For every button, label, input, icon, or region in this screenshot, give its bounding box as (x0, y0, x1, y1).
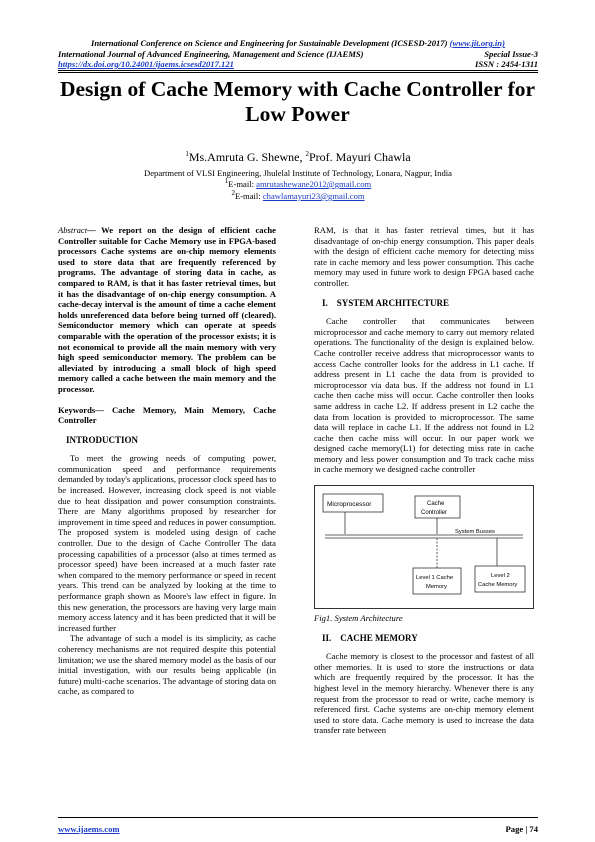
footer-rule (58, 817, 538, 818)
page-number: Page | 74 (505, 824, 538, 834)
email-1-line: $^1$E-mail: amrutashewane2012@gmail.com (224, 177, 372, 189)
conference-link[interactable]: (www.jit.org.in) (449, 38, 505, 48)
abstract-body: We report on the design of efficient cache Controller suitable for Cache Memory use in FPGA-based processors Cache systems are on-chip memory elements used to store data that are frequently referenced by programs. The advantage of storing data in cache, as compared to RAM, is that it has faster retrieval times, but it has the disadvantage of on-chip energy consumption. A cache-decay interval is the amount of time a cache element holds unreferenced data before being turned off (cleared). Semiconductor memory which can operate at speeds comparable with the operation of the processor exists; it is not economical to provide all the main memory with very high speed semiconductor memory. The problem can be alleviated by introducing a small block of high speed memory called a cache between the main memory and the processor. (58, 225, 276, 394)
cache-memory-heading: II. CACHE MEMORY (322, 632, 418, 643)
paper-title: Design of Cache Memory with Cache Controller for Low Power (59, 77, 536, 126)
journal-name: International Journal of Advanced Engineering, Management and Science (IJAEMS) (58, 49, 364, 59)
special-issue: Special Issue-3 (484, 49, 538, 59)
intro-heading: INTRODUCTION (66, 434, 139, 445)
left-column (58, 225, 276, 697)
system-architecture-figure (314, 485, 534, 609)
keywords-body: Cache Memory, Main Memory, Cache Controller (58, 404, 276, 426)
abstract-label: Abstract (58, 225, 88, 235)
issn: ISSN : 2454-1311 (474, 59, 538, 69)
journal-site-link[interactable]: www.ijaems.com (58, 824, 120, 834)
email-2-link[interactable]: chawlamayuri23@gmail.com (262, 191, 365, 201)
intro-continued: RAM, is that it has faster retrieval times, but it has disadvantage of on-chip energy consumption. This paper deals with the design of efficient cache memory for detecting miss rate in cache memory and less power consumption. This cache memory may used in future work to design FPGA based cache controller. (314, 225, 534, 288)
l2-label-1: Level 2 (491, 573, 510, 580)
l2-cache-box (475, 566, 525, 592)
intro-paragraph-2: The advantage of such a model is its simplicity, as cache coherency mechanisms are not required despite this potential limitation; we use the shared memory model as the basis of our initial investigation, with our results being applicable (in future) multi-cache scenarios. The advantage of storing data on cache, as compared to (58, 633, 276, 697)
cache-memory-body: Cache memory is closest to the processor and fastest of all other memories. It is used to store the instructions or data which are frequently required by the processor. It has the highest level in the memory hierarchy. Whenever there is any request from the processor to read or write, cache memory is referenced first. Cache systems are on-chip memory element used to store data. Cache memory is used to increase the data transfer rate between (314, 651, 534, 736)
system-busses-label: System Busses (455, 529, 495, 536)
doi-link[interactable]: https://dx.doi.org/10.24001/ijaems.icsesd2017.121 (58, 59, 234, 69)
figure-caption: Fig1. System Architecture (314, 613, 403, 624)
cache-controller-label-2: Controller (421, 510, 448, 517)
affiliation: Department of VLSI Engineering, Jhulelal Institute of Technology, Lonara, Nagpur, India (144, 168, 452, 178)
email-2-line: $^2$E-mail: chawlamayuri23@gmail.com (231, 189, 365, 201)
journal-line (58, 49, 538, 59)
l2-label-2: Cache Memory (478, 582, 518, 589)
keywords-label: Keywords (58, 404, 96, 415)
system-architecture-body: Cache controller that communicates between microprocessor and cache memory to carry out memory related operations. The functionality of the design is explained below. Cache controller receive address that microprocessor wants to access Cache controller looks for the address in L1 cache. If address present in L1 cache the data from is provided to microprocessor via data bus. If the address not found in L1 cache then cache miss will occur. Cache controller then looks same address in cache L2. If address present in L2 cache the data from location is provided to microprocessor. The same data will replace in cache L1. If the address not found in L2 cache then cache miss will occur. In our paper work we designed cache memory(L1) for detecting miss rate in cache memory and less power consumption and To track cache miss in cache memory we designed cache controller (314, 316, 534, 475)
microprocessor-label: Microprocessor (327, 501, 372, 509)
header-rule (58, 70, 538, 71)
email-1-link[interactable]: amrutashewane2012@gmail.com (256, 179, 372, 189)
right-column (314, 225, 534, 736)
system-architecture-heading: I. SYSTEM ARCHITECTURE (322, 297, 450, 308)
l1-label-1: Level 1 Cache (416, 575, 454, 582)
header-rule-2 (58, 72, 538, 73)
footer (58, 824, 538, 834)
authors: $^1$Ms.Amruta G. Shewne, $^2$Prof. Mayuri Chawla (185, 150, 411, 164)
cache-controller-label-1: Cache (427, 501, 445, 508)
l1-label-2: Memory (426, 584, 447, 591)
l1-cache-box (413, 568, 461, 594)
abstract: Abstract— We report on the design of efficient cache Controller suitable for Cache Memory use in FPGA-based processors Cache systems are on-chip memory elements used to store data that are frequently referenced by programs. The advantage of storing data in cache, as compared to RAM, is that it has faster retrieval times, but it has the disadvantage of on-chip energy consumption. A cache-decay interval is the amount of time a cache element holds unreferenced data before being turned off (cleared). Semiconductor memory which can operate at speeds comparable with the operation of the processor exists; it is not economical to provide all the main memory with very high speed semiconductor memory. The problem can be alleviated by introducing a small block of high speed memory called a cache between the main memory and the processor. (58, 225, 276, 394)
keywords: Keywords— Cache Memory, Main Memory, Cache Controller (58, 404, 276, 426)
architecture-diagram (315, 486, 533, 608)
conference-line: International Conference on Science and Engineering for Sustainable Development (ICSESD-2017) (www.jit.org.in) (91, 38, 505, 48)
doi-line (58, 59, 538, 69)
author-2: Prof. Mayuri Chawla (309, 150, 411, 164)
author-1: Ms.Amruta G. Shewne, (188, 150, 306, 164)
intro-paragraph-1: To meet the growing needs of computing power, communication speed and performance requirements demanded by today's applications, processor clock speed has to be increased. However, increasing clock speed is not viable due to heat dissipation and power consumption constraints. There are Many algorithms proposed by researcher for improvement in time speed and reduces in power consumption. The proposed system is modeled using design of cache controller. Due to the design of Cache Controller The data processing capabilities of a processor (also at times termed as processor speed) have been increased at a much faster rate when compared to the memory performance or speed in recent years. This trend can be analyzed by looking at the time to performance graph shown as Moore's law effect in figure. In this new generation, the processors are having very large main memory access latency and it has been predicted that it will be increased further (58, 453, 277, 633)
